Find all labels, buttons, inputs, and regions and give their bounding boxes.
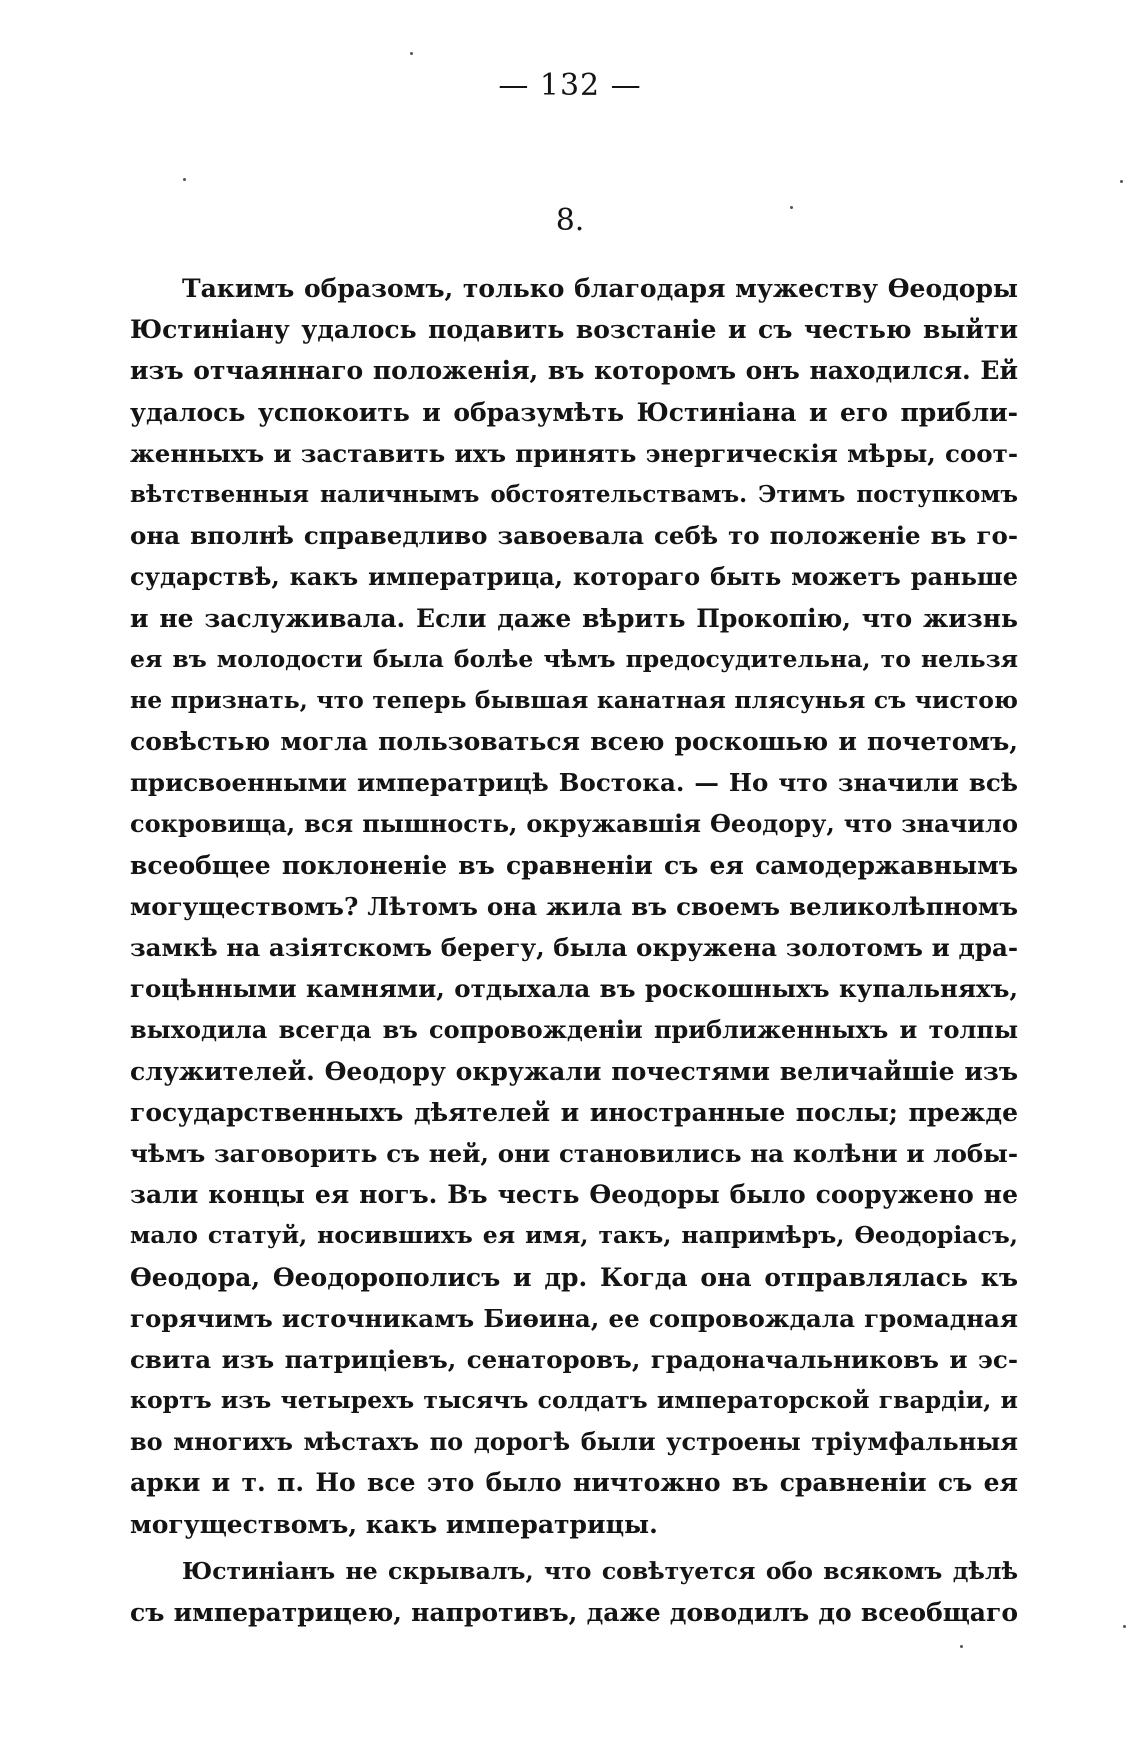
text-line: и не заслуживала. Если даже вѣрить Прокопію, что жизнь	[130, 603, 1018, 633]
scan-speck	[790, 206, 793, 209]
scan-speck	[1123, 1625, 1126, 1628]
text-line: кортъ изъ четырехъ тысячъ солдатъ императорской гвардіи, и	[130, 1386, 1018, 1415]
text-line: присвоенными императрицѣ Востока. — Но что значили всѣ	[130, 768, 1018, 798]
text-line: Өеодора, Өеодорополисъ и др. Когда она отправлялась къ	[130, 1262, 1018, 1292]
scan-speck	[183, 178, 186, 181]
text-line: вѣтственныя наличнымъ обстоятельствамъ. Этимъ поступкомъ	[130, 480, 1018, 508]
text-line: гоцѣнными камнями, отдыхала въ роскошныхъ купальняхъ,	[130, 974, 1018, 1004]
text-line: сокровища, вся пышность, окружавшія Өеодору, что значило	[130, 809, 1018, 839]
text-line: служителей. Өеодору окружали почестями величайшіе изъ	[130, 1056, 1018, 1086]
paragraph-1	[130, 268, 1018, 1545]
section-number: 8.	[555, 203, 585, 238]
text-line: могуществомъ, какъ императрицы.	[130, 1509, 658, 1539]
paragraph-2	[130, 1551, 1018, 1633]
text-line: Юстиніану удалось подавить возстаніе и съ честью выйти	[130, 315, 1018, 345]
text-line: Такимъ образомъ, только благодаря мужеству Өеодоры	[182, 274, 1018, 303]
text-line: не признать, что теперь бывшая канатная плясунья съ чистою	[130, 685, 1018, 714]
text-line: сударствѣ, какъ императрица, котораго быть можетъ раньше	[130, 562, 1018, 592]
text-line: чѣмъ заговорить съ ней, они становились на колѣни и лобы-	[130, 1138, 1018, 1168]
text-line: государственныхъ дѣятелей и иностранные послы; прежде	[130, 1097, 1018, 1127]
text-line: совѣстью могла пользоваться всею роскошью и почетомъ,	[130, 727, 1018, 757]
scan-speck	[410, 52, 413, 55]
text-line: ея въ молодости была болѣе чѣмъ предосудительна, то нельзя	[130, 644, 1018, 673]
text-line: могуществомъ? Лѣтомъ она жила въ своемъ великолѣпномъ	[130, 891, 1018, 921]
text-line: выходила всегда въ сопровожденіи приближенныхъ и толпы	[130, 1015, 1018, 1045]
text-line: во многихъ мѣстахъ по дорогѣ были устроены тріумфальныя	[130, 1427, 1018, 1457]
body-text	[130, 268, 1018, 1633]
text-line: арки и т. п. Но все это было ничтожно въ сравненіи съ ея	[130, 1468, 1018, 1498]
text-line: Юстиніанъ не скрывалъ, что совѣтуется обо всякомъ дѣлѣ	[182, 1556, 1018, 1585]
text-line: горячимъ источникамъ Биөина, ее сопровождала громадная	[130, 1303, 1018, 1333]
scan-speck	[960, 1645, 963, 1648]
text-line: мало статуй, носившихъ ея имя, такъ, напримѣръ, Өеодоріасъ,	[130, 1221, 1018, 1250]
text-line: удалось успокоить и образумѣть Юстиніана и его прибли-	[130, 397, 1018, 427]
text-line: женныхъ и заставить ихъ принять энергическія мѣры, соот-	[130, 438, 1018, 468]
text-line: замкѣ на азіятскомъ берегу, была окружена золотомъ и дра-	[130, 933, 1018, 962]
text-line: всеобщее поклоненіе въ сравненіи съ ея самодержавнымъ	[130, 850, 1018, 880]
text-line: съ императрицею, напротивъ, даже доводилъ до всеобщаго	[130, 1598, 1018, 1627]
scan-speck	[1120, 180, 1123, 183]
text-line: зали концы ея ногъ. Въ честь Өеодоры было сооружено не	[130, 1180, 1018, 1210]
text-line: свита изъ патриціевъ, сенаторовъ, градоначальниковъ и эс-	[130, 1344, 1018, 1374]
text-line: изъ отчаяннаго положенія, въ которомъ онъ находился. Ей	[130, 356, 1018, 386]
page-number: — 132 —	[498, 68, 642, 103]
text-line: она вполнѣ справедливо завоевала себѣ то положеніе въ го-	[130, 521, 1018, 551]
